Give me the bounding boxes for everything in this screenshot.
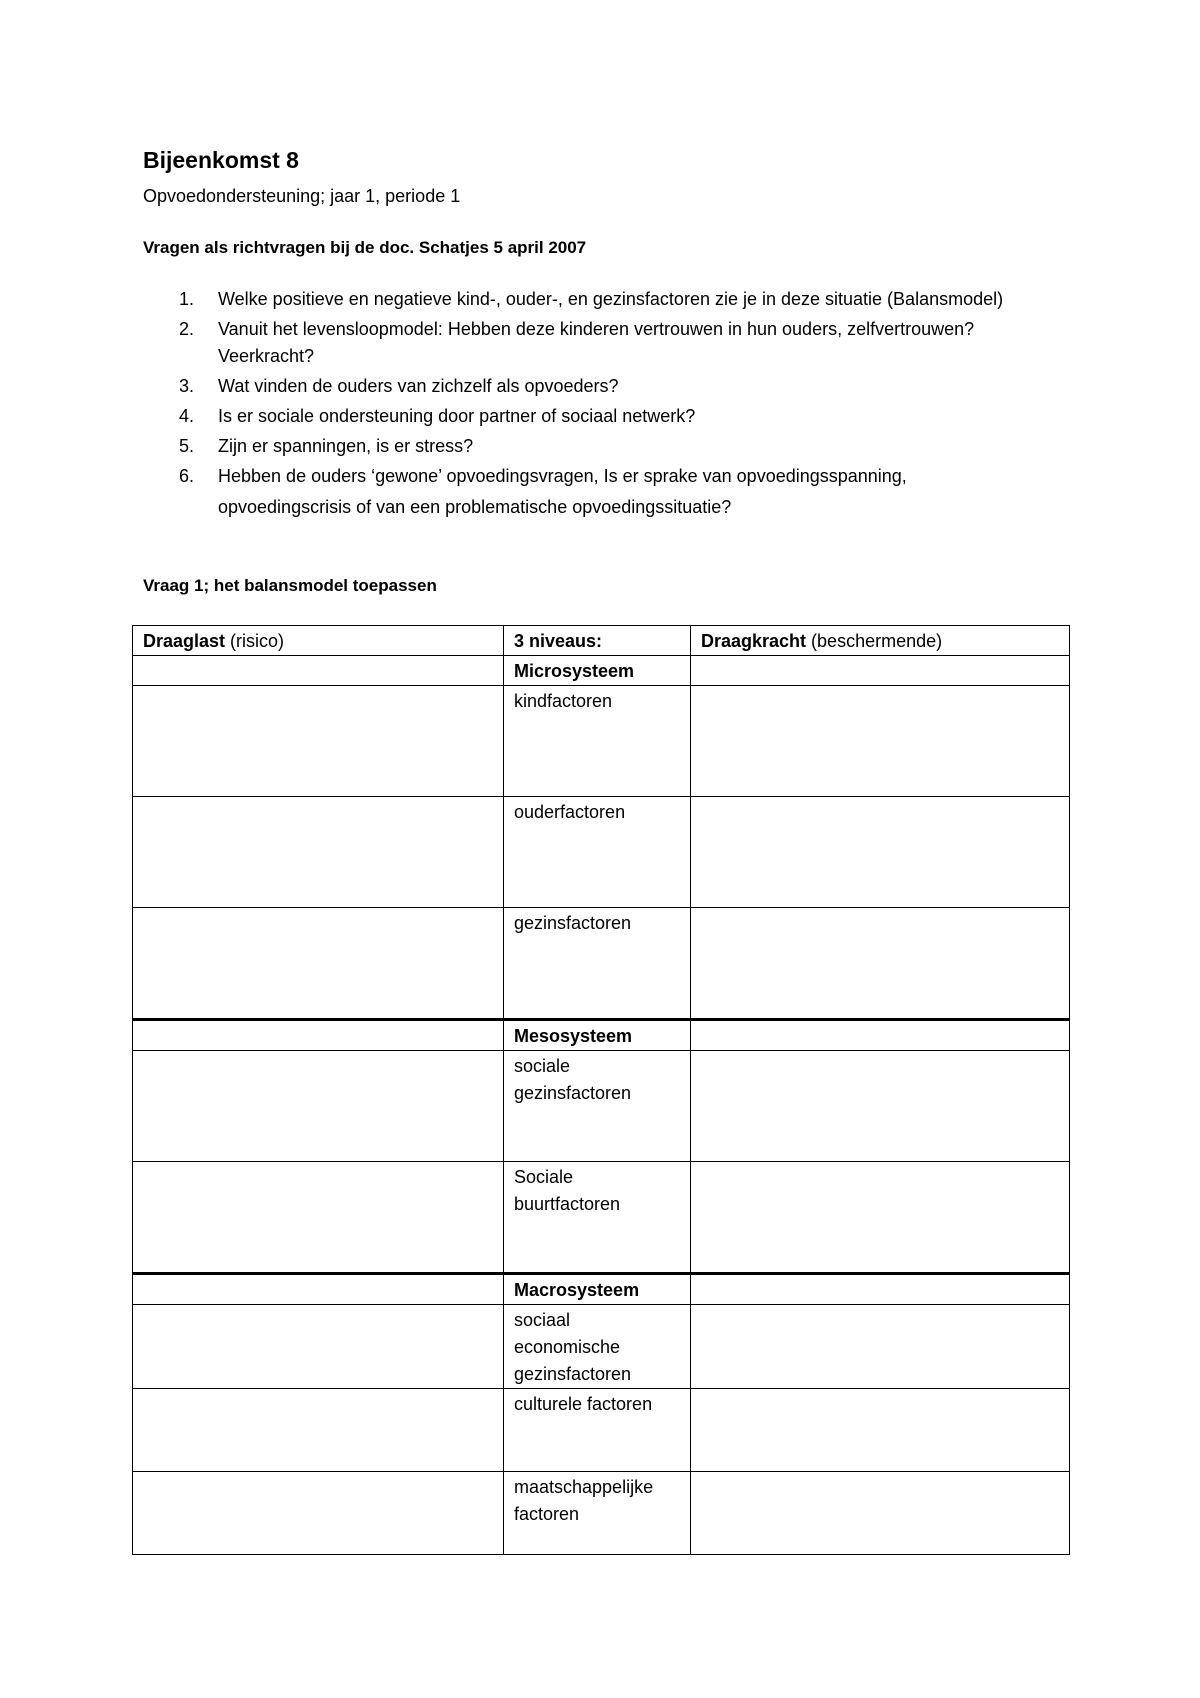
draagkracht-cell[interactable] bbox=[691, 908, 1070, 1020]
question-text: Is er sociale ondersteuning door partner of sociaal netwerk? bbox=[218, 406, 696, 426]
draaglast-cell[interactable] bbox=[133, 1162, 504, 1274]
draagkracht-cell[interactable] bbox=[691, 1020, 1070, 1051]
draagkracht-cell[interactable] bbox=[691, 686, 1070, 797]
niveau-label: sociaal economische gezinsfactoren bbox=[504, 1305, 691, 1389]
header-draagkracht-rest: (beschermende) bbox=[806, 631, 943, 651]
niveau-label: sociale gezinsfactoren bbox=[504, 1051, 691, 1162]
draaglast-cell[interactable] bbox=[133, 1389, 504, 1472]
table-row bbox=[133, 1472, 1070, 1555]
list-item bbox=[143, 373, 1023, 400]
header-draaglast-bold: Draaglast bbox=[143, 631, 226, 651]
niveau-label: maatschappelijke factoren bbox=[504, 1472, 691, 1555]
draagkracht-cell[interactable] bbox=[691, 1051, 1070, 1162]
draagkracht-cell[interactable] bbox=[691, 1472, 1070, 1555]
list-item bbox=[143, 461, 1023, 523]
draaglast-cell[interactable] bbox=[133, 686, 504, 797]
header-draagkracht bbox=[691, 626, 1070, 656]
question-number: 3. bbox=[179, 376, 195, 396]
draagkracht-cell[interactable] bbox=[691, 1305, 1070, 1389]
table-header-row bbox=[133, 626, 1070, 656]
question-number: 6. bbox=[179, 466, 195, 486]
header-niveaus: 3 niveaus: bbox=[504, 626, 691, 656]
table-row bbox=[133, 1305, 1070, 1389]
question-text: Hebben de ouders ‘gewone’ opvoedingsvragen, Is er sprake van opvoedingsspanning, opvoedingscrisis of van een problematische opvoedingssituatie? bbox=[218, 466, 907, 517]
table-row bbox=[133, 1162, 1070, 1274]
draaglast-cell[interactable] bbox=[133, 1051, 504, 1162]
draaglast-cell[interactable] bbox=[133, 908, 504, 1020]
draaglast-cell[interactable] bbox=[133, 1020, 504, 1051]
list-item bbox=[143, 403, 1023, 430]
question-number: 4. bbox=[179, 406, 195, 426]
list-item bbox=[143, 433, 1023, 460]
question-number: 5. bbox=[179, 436, 195, 456]
section-row-macro bbox=[133, 1274, 1070, 1305]
niveau-label: culturele factoren bbox=[504, 1389, 691, 1472]
draaglast-cell[interactable] bbox=[133, 656, 504, 686]
section-label-meso: Mesosysteem bbox=[504, 1020, 691, 1051]
question-text: Welke positieve en negatieve kind-, ouder-, en gezinsfactoren zie je in deze situatie (Balansmodel) bbox=[218, 289, 1004, 309]
question-list bbox=[143, 286, 1023, 526]
draagkracht-cell[interactable] bbox=[691, 797, 1070, 908]
niveau-label: gezinsfactoren bbox=[504, 908, 691, 1020]
balance-model-table bbox=[132, 625, 1070, 1555]
list-item bbox=[143, 316, 1023, 370]
draaglast-cell[interactable] bbox=[133, 1274, 504, 1305]
table-row bbox=[133, 797, 1070, 908]
niveau-label: Sociale buurtfactoren bbox=[504, 1162, 691, 1274]
question-number: 1. bbox=[179, 289, 195, 309]
section-label-macro: Macrosysteem bbox=[504, 1274, 691, 1305]
section-label-micro: Microsysteem bbox=[504, 656, 691, 686]
niveau-label: ouderfactoren bbox=[504, 797, 691, 908]
draagkracht-cell[interactable] bbox=[691, 1274, 1070, 1305]
questions-heading: Vragen als richtvragen bij de doc. Schatjes 5 april 2007 bbox=[143, 238, 587, 257]
header-draaglast bbox=[133, 626, 504, 656]
question-number: 2. bbox=[179, 319, 195, 339]
question-text: Vanuit het levensloopmodel: Hebben deze kinderen vertrouwen in hun ouders, zelfvertrouwen? Veerkracht? bbox=[218, 319, 975, 366]
header-draagkracht-bold: Draagkracht bbox=[701, 631, 807, 651]
table-row bbox=[133, 1389, 1070, 1472]
draaglast-cell[interactable] bbox=[133, 797, 504, 908]
draagkracht-cell[interactable] bbox=[691, 656, 1070, 686]
table-row bbox=[133, 686, 1070, 797]
header-draaglast-rest: (risico) bbox=[225, 631, 285, 651]
question-text: Zijn er spanningen, is er stress? bbox=[218, 436, 474, 456]
table-row bbox=[133, 1051, 1070, 1162]
draagkracht-cell[interactable] bbox=[691, 1162, 1070, 1274]
page-title: Bijeenkomst 8 bbox=[143, 147, 299, 173]
page-subtitle: Opvoedondersteuning; jaar 1, periode 1 bbox=[143, 186, 461, 206]
list-item bbox=[143, 286, 1023, 313]
section-row-meso bbox=[133, 1020, 1070, 1051]
table-row bbox=[133, 908, 1070, 1020]
draaglast-cell[interactable] bbox=[133, 1305, 504, 1389]
draaglast-cell[interactable] bbox=[133, 1472, 504, 1555]
table-heading: Vraag 1; het balansmodel toepassen bbox=[143, 576, 437, 595]
question-text: Wat vinden de ouders van zichzelf als opvoeders? bbox=[218, 376, 619, 396]
niveau-label: kindfactoren bbox=[504, 686, 691, 797]
draagkracht-cell[interactable] bbox=[691, 1389, 1070, 1472]
section-row-micro bbox=[133, 656, 1070, 686]
